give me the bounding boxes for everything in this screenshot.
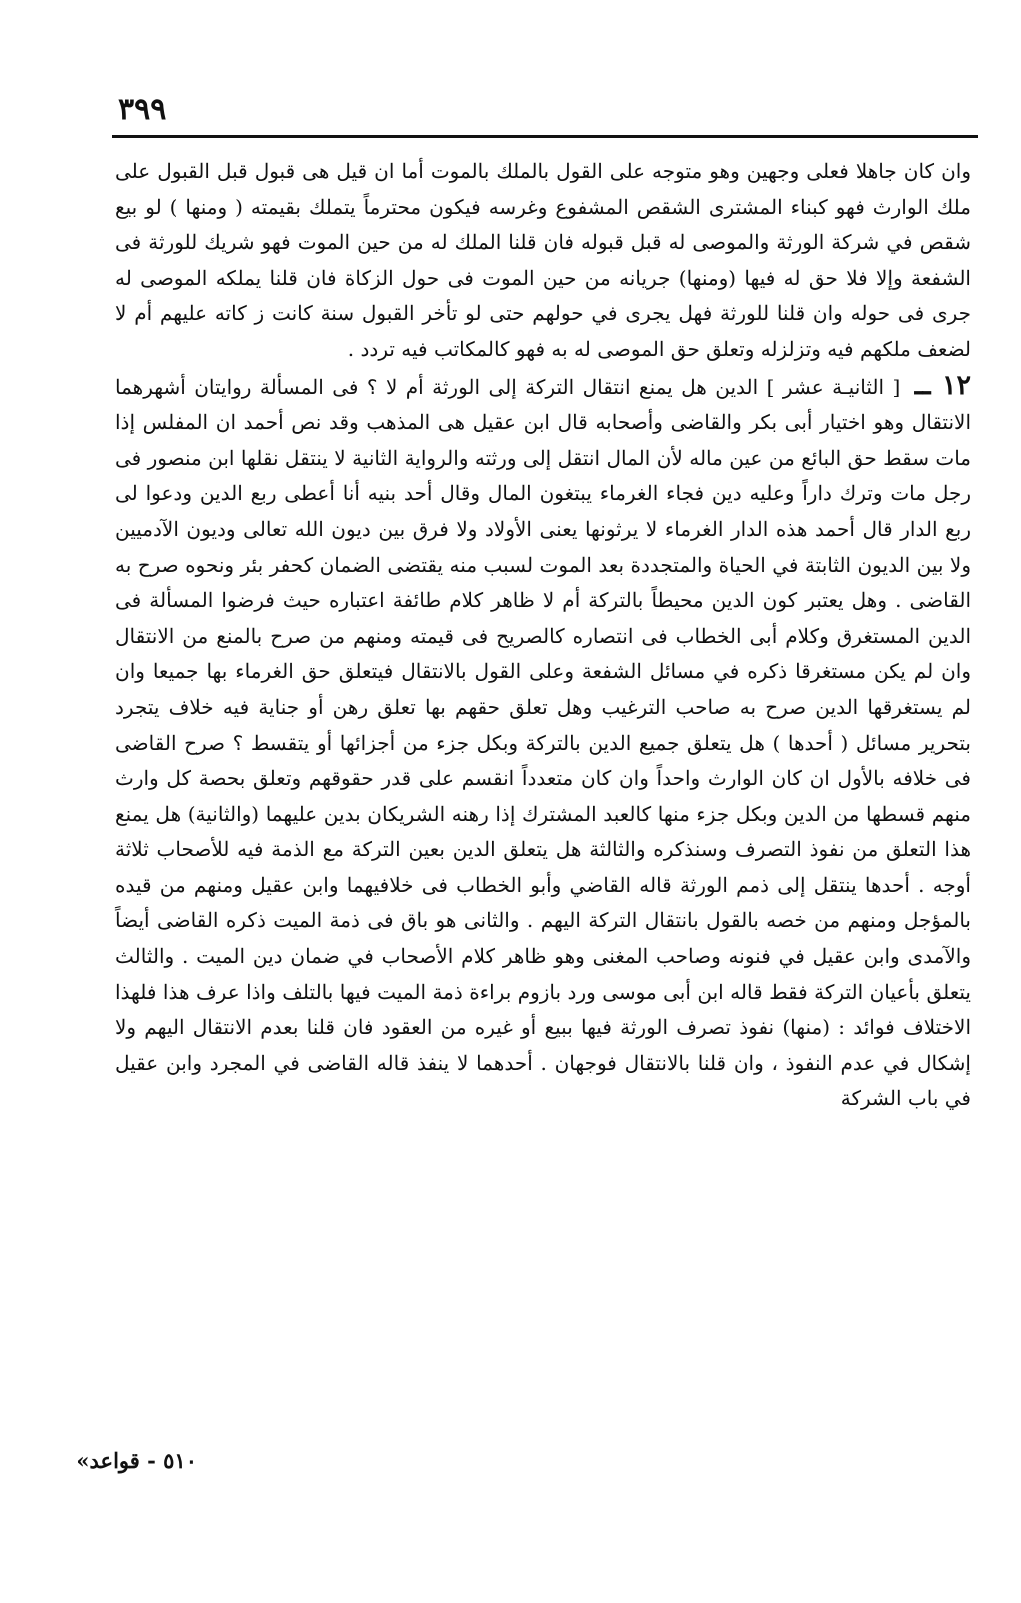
header-rule (112, 135, 978, 138)
paragraph-2-text: الدين هل يمنع انتقال التركة إلى الورثة أم لا ؟ فى المسألة روايتان أشهرهما الانتقال وهو اختيار أبى بكر والقاضى وأصحابه قال ابن عقيل هى المذهب وقد نص أحمد ان المفلس إذا مات سقط حق البائع من عين ماله لأن المال انتقل إلى ورثته والرواية الثانية لا ينتقل نقلها ابن منصور فى رجل مات وترك داراً وعليه دين فجاء الغرماء يبتغون المال وقال أحد بنيه أنا أعطى ربع الدين ودعوا لى ربع الدار قال أحمد هذه الدار الغرماء لا يرثونها يعنى الأولاد ولا فرق بين ديون الله تعالى وديون الآدميين ولا بين الديون الثابتة في الحياة والمتجددة بعد الموت لسبب منه يقتضى الضمان كحفر بئر ونحوه صرح به القاضى . وهل يعتبر كون الدين محيطاً بالتركة أم لا ظاهر كلام طائفة اعتباره حيث فرضوا المسألة فى الدين المستغرق وكلام أبى الخطاب فى انتصاره كالصريح فى قيمته ومنهم من صرح بالمنع من الانتقال وان لم يكن مستغرقا ذكره في مسائل الشفعة وعلى القول بالانتقال فيتعلق حق الغرماء بها جميعا وان لم يستغرقها الدين صرح به صاحب الترغيب وهل تعلق حقهم بها تعلق رهن أو جناية فيه خلاف يتجرد بتحرير مسائل ( أحدها ) هل يتعلق جميع الدين بالتركة وبكل جزء من أجزائها أو يتقسط ؟ صرح القاضى فى خلافه بالأول ان كان الوارث واحداً وان كان متعدداً انقسم على قدر حقوقهم وتعلق بحصة كل وارث منهم قسطها من الدين وبكل جزء منها كالعبد المشترك إذا رهنه الشريكان بدين عليهما (والثانية) هل يمنع هذا التعلق من نفوذ التصرف وسنذكره والثالثة هل يتعلق الدين بعين التركة مع الذمة فيه للأصحاب ثلاثة أوجه . أحدها ينتقل إلى ذمم الورثة قاله القاضي وأبو الخطاب فى خلافيهما وابن عقيل ومنهم من قيده بالمؤجل ومنهم من خصه بالقول بانتقال التركة اليهم . والثانى هو باق فى ذمة الميت ذكره القاضى أيضاً والآمدى وابن عقيل في فنونه وصاحب المغنى وهو ظاهر كلام الأصحاب في ضمان دين الميت . والثالث يتعلق بأعيان التركة فقط قاله ابن أبى موسى ورد بازوم براءة ذمة الميت فيها بالتلف واذا عرف هذا فلهذا الاختلاف فوائد : (منها) نفوذ تصرف الورثة فيها ببيع أو غيره من العقود فان قلنا بعدم الانتقال اليهم ولا إشكال في عدم النفوذ ، وان قلنا بالانتقال فوجهان . أحدهما لا ينفذ قاله القاضى في المجرد وابن عقيل في باب الشركة (115, 374, 972, 1111)
footer-signature: ٥١٠ - قواعد» (76, 1448, 197, 1473)
page-number: ٣٩٩ (118, 92, 167, 127)
paragraph-2 (115, 368, 971, 1117)
body-text (115, 154, 971, 1117)
paragraph-1: وان كان جاهلا فعلى وجهين وهو متوجه على القول بالملك بالموت أما ان قيل هى قبول قبل القبول على ملك الوارث فهو كبناء المشترى الشقص المشفوع وغرسه فيكون محترماً يتملك بقيمته ( ومنها ) لو بيع شقص في شركة الورثة والموصى له قبل قبوله فان قلنا الملك له من حين الموت فهو شريك للورثة فى الشفعة وإلا فلا حق له فيها (ومنها) جريانه من حين الموت فى حول الزكاة فان قلنا يملكه الموصى له جرى فى حوله وان قلنا للورثة فهل يجرى في حولهم حتى لو تأخر القبول سنة كانت ز كاته عليهم أم لا لضعف ملكهم فيه وتزلزله وتعلق حق الموصى له به فهو كالمكاتب فيه تردد . (115, 159, 972, 361)
section-number: ١٢ ــ (914, 369, 971, 401)
section-title: [ الثانيـة عشر ] (766, 374, 901, 399)
